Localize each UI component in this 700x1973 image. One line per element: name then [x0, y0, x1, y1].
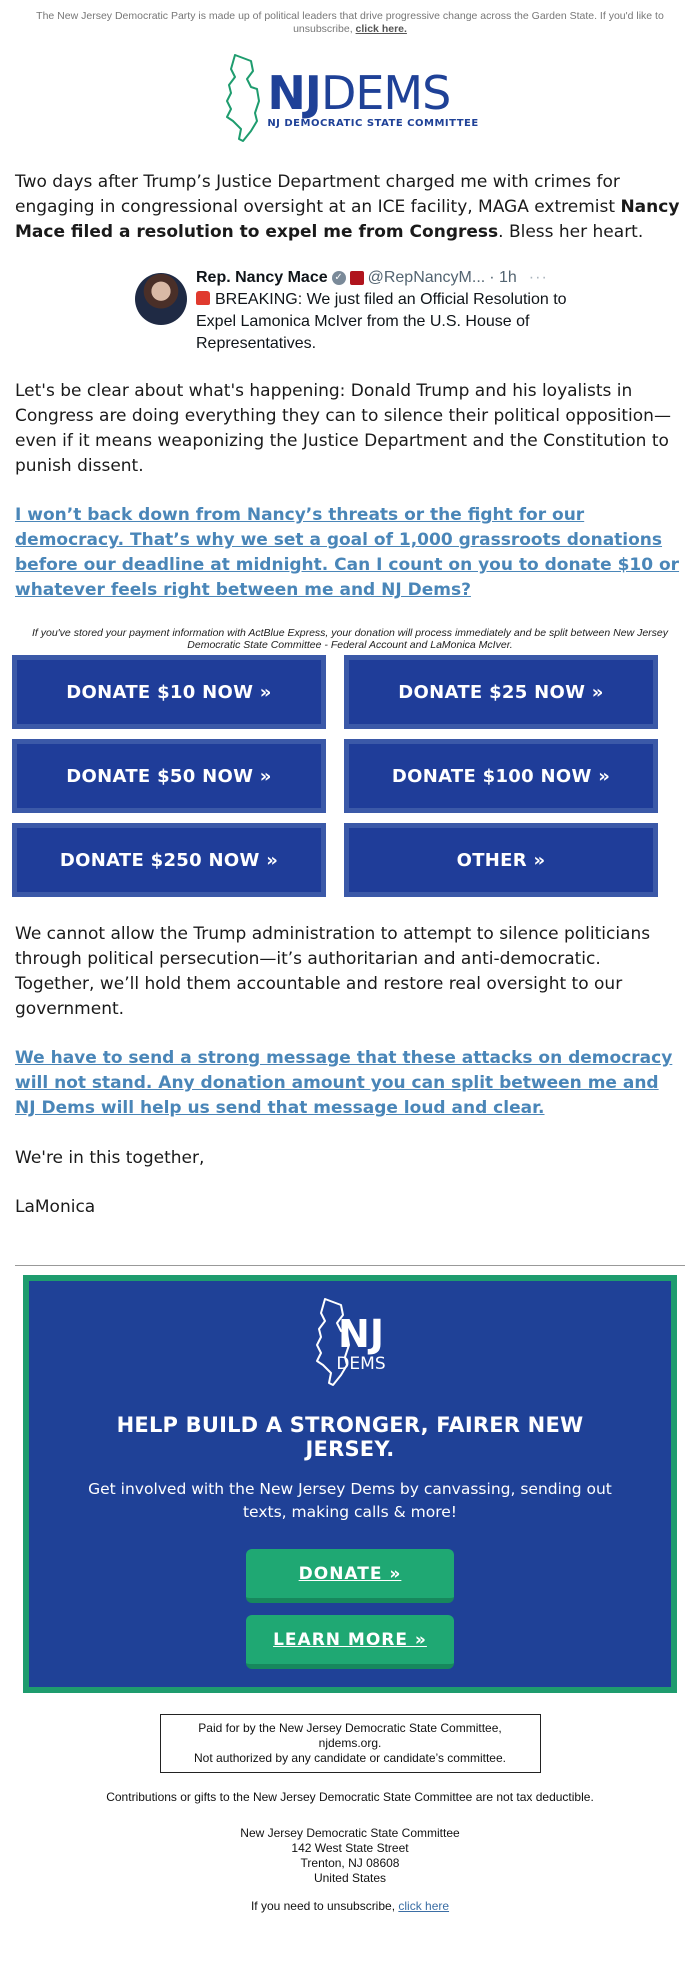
logo-subtitle: NJ DEMOCRATIC STATE COMMITTEE [267, 117, 479, 129]
verified-icon: ✓ [332, 271, 346, 285]
preheader-unsubscribe-link[interactable]: click here. [355, 23, 407, 35]
paragraph-3: We cannot allow the Trump administration to attempt to silence politicians through political persecution—it’s authoritarian and anti-democratic. Together, we’ll hold them accountable and restore real oversight to our government. [15, 924, 651, 1019]
njdems-logo [221, 52, 478, 146]
intro-text: Two days after Trump’s Justice Department charged me with crimes for engaging in congressional oversight at an ICE facility, MAGA extremist [15, 172, 621, 217]
unsubscribe-footer [0, 1899, 700, 1914]
embedded-tweet[interactable] [135, 269, 595, 355]
address-line-4: United States [313, 1871, 387, 1885]
paid-line-2: njdems.org. [318, 1736, 382, 1750]
mailing-address [0, 1826, 700, 1886]
more-options-icon[interactable]: ··· [528, 269, 548, 286]
intro-text-end: . Bless her heart. [498, 222, 644, 242]
tweet-handle: @RepNancyM... [367, 269, 486, 286]
flag-icon [350, 271, 364, 285]
signature: LaMonica [15, 1197, 96, 1217]
paragraph-2: Let's be clear about what's happening: Donald Trump and his loyalists in Congress are doing everything they can to silence their political opposition—even if it means weaponizing the Justice Department and the Constitution to punish dissent. [15, 381, 671, 476]
donation-ask-link[interactable]: I won’t back down from Nancy’s threats or the fight for our democracy. That’s why we set a goal of 1,000 grassroots donations before our deadline at midnight. Can I count on you to donate $10 or whatever feels right between me and NJ Dems? [15, 505, 680, 600]
intro-bold-text: Nancy Mace filed a resolution to expel me from Congress [15, 197, 680, 242]
donate-button-grid [0, 655, 700, 897]
tweet-time: · 1h [489, 269, 517, 286]
promo-box [23, 1275, 677, 1693]
unsubscribe-link[interactable]: click here [398, 1899, 450, 1913]
address-line-2: 142 West State Street [291, 1841, 409, 1855]
promo-logo-nj: NJ [338, 1312, 384, 1356]
paid-line-3: Not authorized by any candidate or candidate’s committee. [194, 1751, 506, 1765]
nj-state-outline-icon [221, 51, 265, 147]
email-body [0, 170, 700, 603]
promo-headline: HELP BUILD A STRONGER, FAIRER NEW JERSEY. [116, 1413, 584, 1461]
donate-250-button[interactable]: DONATE $250 NOW » [12, 823, 326, 897]
unsubscribe-text: If you need to unsubscribe, [250, 1899, 396, 1913]
tweet-text: BREAKING: We just filed an Official Resolution to Expel Lamonica McIver from the U.S. House of Representatives. [196, 291, 567, 352]
divider [15, 1265, 685, 1266]
siren-icon [196, 291, 210, 305]
preheader-text: The New Jersey Democratic Party is made up of political leaders that drive progressive change across the Garden State. If you'd like to unsubscribe, [36, 10, 664, 35]
donate-other-button[interactable]: OTHER » [344, 823, 658, 897]
paid-for-disclaimer [160, 1714, 541, 1773]
donate-100-button[interactable]: DONATE $100 NOW » [344, 739, 658, 813]
tax-notice: Contributions or gifts to the New Jersey Democratic State Committee are not tax deductible. [106, 1790, 594, 1804]
address-line-3: Trenton, NJ 08608 [300, 1856, 400, 1870]
address-line-1: New Jersey Democratic State Committee [240, 1826, 460, 1840]
njdems-white-logo-icon [295, 1295, 405, 1391]
header-logo [0, 36, 700, 146]
tweet-avatar [135, 273, 187, 325]
promo-learn-more-button[interactable]: LEARN MORE » [246, 1615, 454, 1669]
donate-25-button[interactable]: DONATE $25 NOW » [344, 655, 658, 729]
tweet-author-name: Rep. Nancy Mace [196, 269, 328, 286]
intro-paragraph [15, 170, 685, 245]
logo-dems: DEMS [320, 65, 451, 120]
preheader [0, 0, 700, 36]
paid-line-1: Paid for by the New Jersey Democratic State Committee, [198, 1721, 502, 1735]
actblue-notice: If you've stored your payment information with ActBlue Express, your donation will process immediately and be split between New Jersey Democratic State Committee - Federal Account and LaMonica McIver. [32, 627, 668, 651]
donate-10-button[interactable]: DONATE $10 NOW » [12, 655, 326, 729]
promo-logo-dems: DEMS [336, 1354, 386, 1374]
donation-ask-link-2[interactable]: We have to send a strong message that these attacks on democracy will not stand. Any donation amount you can split between me and NJ Dems will help us send that message loud and clear. [15, 1048, 673, 1118]
donate-50-button[interactable]: DONATE $50 NOW » [12, 739, 326, 813]
closing-line: We're in this together, [15, 1148, 205, 1168]
logo-nj: NJ [267, 65, 321, 120]
promo-donate-button[interactable]: DONATE » [246, 1549, 454, 1603]
promo-text: Get involved with the New Jersey Dems by canvassing, sending out texts, making calls & more! [88, 1480, 612, 1521]
